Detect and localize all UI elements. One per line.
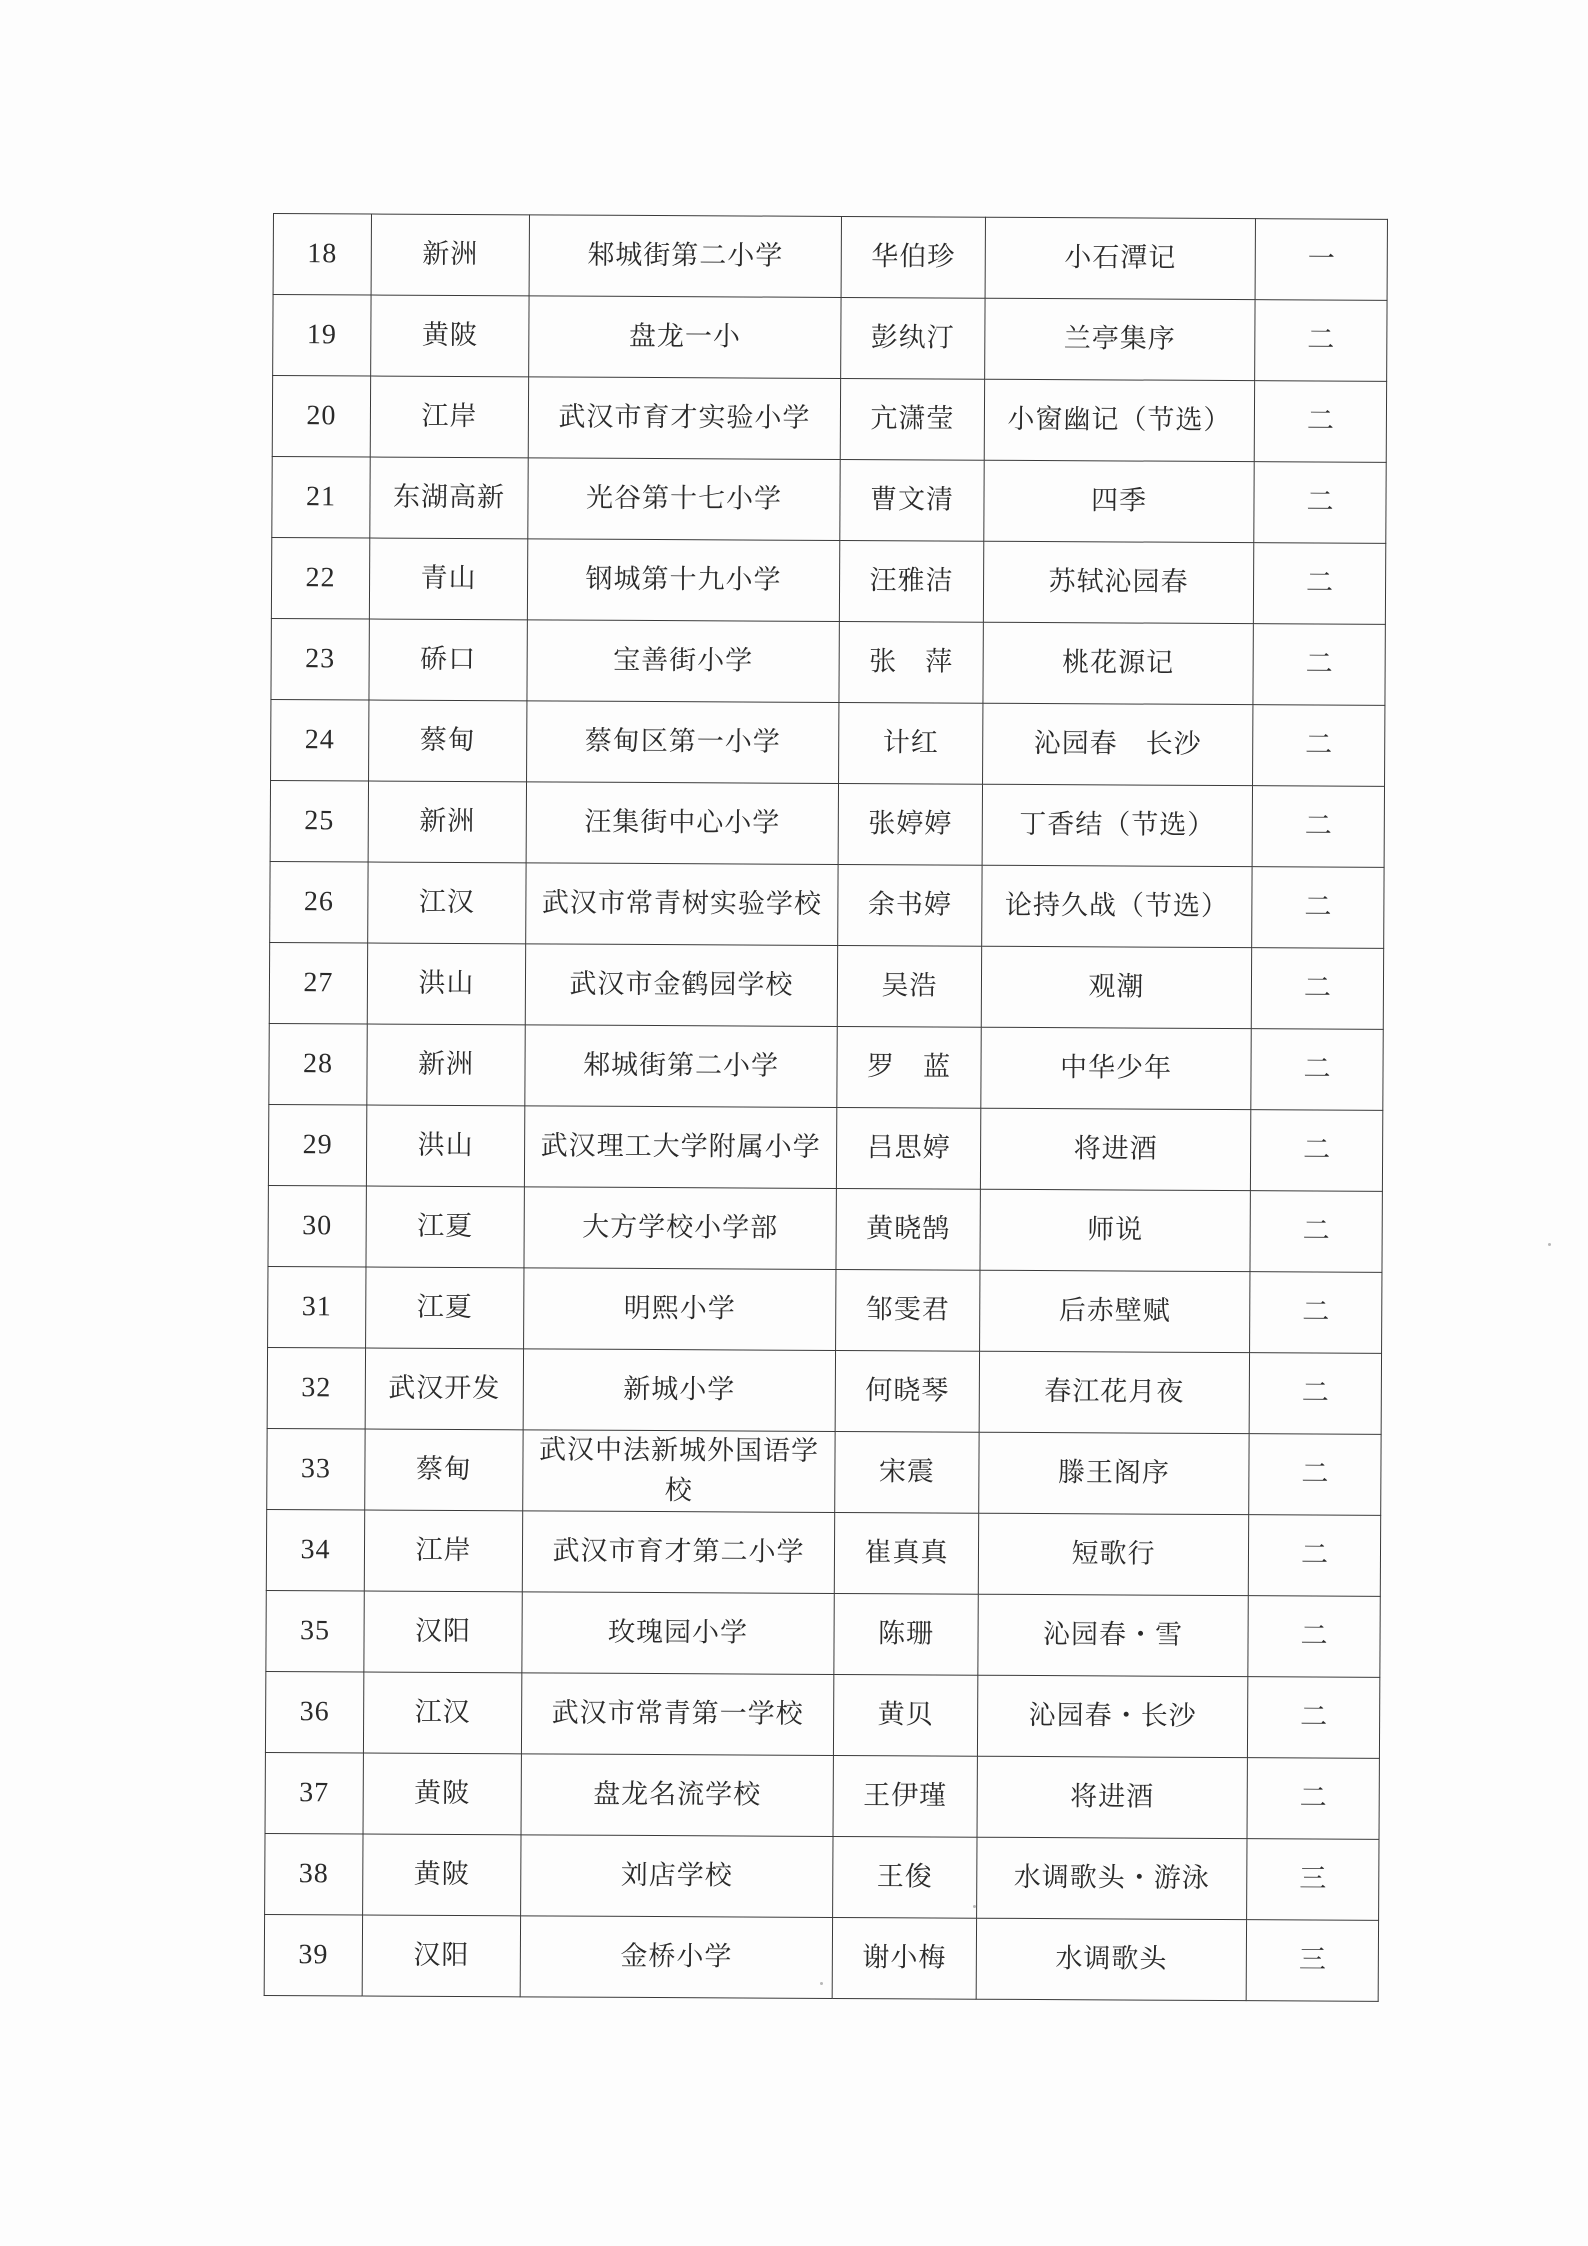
student-name-cell: 张 萍 — [839, 621, 983, 703]
district-cell: 蔡甸 — [365, 1429, 523, 1511]
table-row — [265, 1752, 1379, 1839]
table-row — [271, 699, 1385, 786]
row-number: 37 — [265, 1752, 363, 1834]
row-number: 36 — [265, 1671, 363, 1753]
table-row — [268, 1185, 1382, 1272]
row-number: 39 — [264, 1914, 362, 1996]
row-number: 26 — [270, 861, 368, 943]
district-cell: 硚口 — [369, 619, 527, 701]
school-cell: 邾城街第二小学 — [529, 215, 841, 298]
row-number: 20 — [272, 376, 370, 458]
award-grade-cell: 二 — [1249, 1353, 1381, 1435]
recitation-title-cell: 水调歌头・游泳 — [977, 1837, 1247, 1919]
student-name-cell: 吕思婷 — [836, 1107, 980, 1189]
district-cell: 蔡甸 — [369, 700, 527, 782]
school-cell: 金桥小学 — [520, 1916, 832, 1999]
school-cell: 明熙小学 — [524, 1268, 836, 1351]
district-cell: 黄陂 — [363, 1753, 521, 1835]
award-grade-cell: 二 — [1253, 543, 1385, 625]
row-number: 22 — [271, 537, 369, 619]
recitation-title-cell: 沁园春 长沙 — [983, 703, 1253, 785]
district-cell: 江岸 — [370, 376, 528, 458]
award-grade-cell: 二 — [1255, 300, 1387, 382]
student-name-cell: 吴浩 — [837, 945, 981, 1027]
recitation-title-cell: 苏轼沁园春 — [983, 541, 1253, 623]
school-cell: 武汉理工大学附属小学 — [524, 1106, 836, 1189]
table-row — [273, 214, 1387, 301]
row-number: 19 — [273, 295, 371, 377]
row-number: 24 — [271, 699, 369, 781]
award-grade-cell: 二 — [1250, 1272, 1382, 1354]
scan-speck — [1548, 1243, 1551, 1246]
table-row — [264, 1914, 1378, 2001]
recitation-title-cell: 春江花月夜 — [979, 1351, 1249, 1433]
table-row — [266, 1509, 1380, 1596]
award-grade-cell: 二 — [1248, 1515, 1380, 1597]
student-name-cell: 宋震 — [835, 1431, 979, 1513]
district-cell: 青山 — [369, 538, 527, 620]
student-name-cell: 亢潇莹 — [840, 378, 984, 460]
student-name-cell: 计红 — [839, 702, 983, 784]
school-cell: 钢城第十九小学 — [527, 539, 839, 622]
row-number: 21 — [272, 456, 370, 538]
district-cell: 江夏 — [366, 1267, 524, 1349]
award-roster-table — [264, 213, 1388, 2002]
student-name-cell: 邹雯君 — [836, 1269, 980, 1351]
table-row — [273, 295, 1387, 382]
student-name-cell: 何晓琴 — [835, 1350, 979, 1432]
table-row — [267, 1428, 1381, 1515]
row-number: 28 — [269, 1023, 367, 1105]
district-cell: 东湖高新 — [370, 457, 528, 539]
recitation-title-cell: 中华少年 — [981, 1027, 1251, 1109]
recitation-title-cell: 丁香结（节选） — [982, 784, 1252, 866]
district-cell: 洪山 — [367, 943, 525, 1025]
table-row — [270, 780, 1384, 867]
student-name-cell: 崔真真 — [834, 1512, 978, 1594]
student-name-cell: 黄晓鹄 — [836, 1188, 980, 1270]
row-number: 38 — [265, 1833, 363, 1915]
district-cell: 武汉开发 — [365, 1348, 523, 1430]
table-row — [271, 618, 1385, 705]
roster-body — [264, 214, 1387, 2002]
award-grade-cell: 一 — [1255, 219, 1387, 301]
row-number: 18 — [273, 214, 371, 296]
table-row — [269, 942, 1383, 1029]
school-cell: 邾城街第二小学 — [525, 1025, 837, 1108]
school-cell: 盘龙一小 — [529, 296, 841, 379]
district-cell: 汉阳 — [364, 1591, 522, 1673]
award-grade-cell: 二 — [1250, 1191, 1382, 1273]
table-row — [268, 1266, 1382, 1353]
school-cell: 盘龙名流学校 — [521, 1754, 833, 1837]
row-number: 32 — [267, 1347, 365, 1429]
district-cell: 黄陂 — [363, 1834, 521, 1916]
recitation-title-cell: 滕王阁序 — [979, 1432, 1249, 1514]
table-row — [272, 456, 1386, 543]
award-grade-cell: 二 — [1248, 1596, 1380, 1678]
school-cell: 玫瑰园小学 — [522, 1592, 834, 1675]
award-grade-cell: 二 — [1252, 786, 1384, 868]
row-number: 25 — [270, 780, 368, 862]
school-cell: 汪集街中心小学 — [526, 782, 838, 865]
recitation-title-cell: 论持久战（节选） — [982, 865, 1252, 947]
district-cell: 黄陂 — [371, 295, 529, 377]
recitation-title-cell: 桃花源记 — [983, 622, 1253, 704]
recitation-title-cell: 小窗幽记（节选） — [984, 379, 1254, 461]
district-cell: 新洲 — [368, 781, 526, 863]
award-grade-cell: 二 — [1253, 624, 1385, 706]
student-name-cell: 余书婷 — [838, 864, 982, 946]
recitation-title-cell: 水调歌头 — [976, 1918, 1246, 2000]
student-name-cell: 谢小梅 — [832, 1917, 976, 1999]
recitation-title-cell: 沁园春・长沙 — [977, 1675, 1247, 1757]
school-cell: 武汉市常青树实验学校 — [526, 863, 838, 946]
student-name-cell: 曹文清 — [840, 459, 984, 541]
scan-speck — [973, 1905, 976, 1908]
recitation-title-cell: 将进酒 — [977, 1756, 1247, 1838]
recitation-title-cell: 小石潭记 — [985, 217, 1255, 299]
student-name-cell: 陈珊 — [834, 1593, 978, 1675]
student-name-cell: 汪雅洁 — [839, 540, 983, 622]
award-grade-cell: 二 — [1253, 705, 1385, 787]
award-grade-cell: 二 — [1249, 1434, 1381, 1516]
student-name-cell: 彭纨汀 — [841, 297, 985, 379]
table-row — [270, 861, 1384, 948]
row-number: 31 — [268, 1266, 366, 1348]
table-row — [271, 537, 1385, 624]
district-cell: 洪山 — [366, 1105, 524, 1187]
recitation-title-cell: 将进酒 — [980, 1108, 1250, 1190]
table-row — [265, 1833, 1379, 1920]
school-cell: 大方学校小学部 — [524, 1187, 836, 1270]
school-cell: 光谷第十七小学 — [528, 458, 840, 541]
row-number: 23 — [271, 618, 369, 700]
district-cell: 新洲 — [371, 214, 529, 296]
school-cell: 武汉市常青第一学校 — [521, 1673, 833, 1756]
recitation-title-cell: 兰亭集序 — [985, 298, 1255, 380]
school-cell: 武汉市育才第二小学 — [522, 1511, 834, 1594]
student-name-cell: 黄贝 — [833, 1674, 977, 1756]
award-grade-cell: 二 — [1252, 867, 1384, 949]
recitation-title-cell: 四季 — [984, 460, 1254, 542]
scan-speck — [820, 1982, 823, 1985]
recitation-title-cell: 观潮 — [981, 946, 1251, 1028]
award-grade-cell: 二 — [1250, 1110, 1382, 1192]
award-grade-cell: 二 — [1251, 948, 1383, 1030]
school-cell: 武汉市金鹤园学校 — [525, 944, 837, 1027]
table-row — [266, 1590, 1380, 1677]
district-cell: 汉阳 — [362, 1915, 520, 1997]
row-number: 33 — [267, 1428, 365, 1510]
school-cell: 武汉市育才实验小学 — [528, 377, 840, 460]
row-number: 35 — [266, 1590, 364, 1672]
table-row — [272, 376, 1386, 463]
table-row — [267, 1347, 1381, 1434]
district-cell: 江汉 — [368, 862, 526, 944]
recitation-title-cell: 沁园春・雪 — [978, 1594, 1248, 1676]
school-cell: 蔡甸区第一小学 — [527, 701, 839, 784]
district-cell: 新洲 — [367, 1024, 525, 1106]
school-cell: 宝善街小学 — [527, 620, 839, 703]
recitation-title-cell: 短歌行 — [978, 1513, 1248, 1595]
award-grade-cell: 二 — [1247, 1758, 1379, 1840]
student-name-cell: 罗 蓝 — [837, 1026, 981, 1108]
table-row — [268, 1104, 1382, 1191]
award-grade-cell: 二 — [1254, 462, 1386, 544]
award-grade-cell: 二 — [1247, 1677, 1379, 1759]
district-cell: 江汉 — [363, 1672, 521, 1754]
school-cell: 武汉中法新城外国语学校 — [523, 1430, 835, 1513]
district-cell: 江夏 — [366, 1186, 524, 1268]
student-name-cell: 王俊 — [833, 1836, 977, 1918]
award-grade-cell: 三 — [1246, 1920, 1378, 2002]
row-number: 30 — [268, 1185, 366, 1267]
table-row — [265, 1671, 1379, 1758]
award-grade-cell: 二 — [1254, 381, 1386, 463]
award-grade-cell: 三 — [1247, 1839, 1379, 1921]
student-name-cell: 华伯珍 — [841, 216, 985, 298]
row-number: 27 — [269, 942, 367, 1024]
row-number: 34 — [266, 1509, 364, 1591]
school-cell: 新城小学 — [523, 1349, 835, 1432]
row-number: 29 — [268, 1104, 366, 1186]
student-name-cell: 王伊瑾 — [833, 1755, 977, 1837]
recitation-title-cell: 师说 — [980, 1189, 1250, 1271]
recitation-title-cell: 后赤壁赋 — [980, 1270, 1250, 1352]
district-cell: 江岸 — [364, 1510, 522, 1592]
award-grade-cell: 二 — [1251, 1029, 1383, 1111]
table-row — [269, 1023, 1383, 1110]
school-cell: 刘店学校 — [521, 1835, 833, 1918]
student-name-cell: 张婷婷 — [838, 783, 982, 865]
